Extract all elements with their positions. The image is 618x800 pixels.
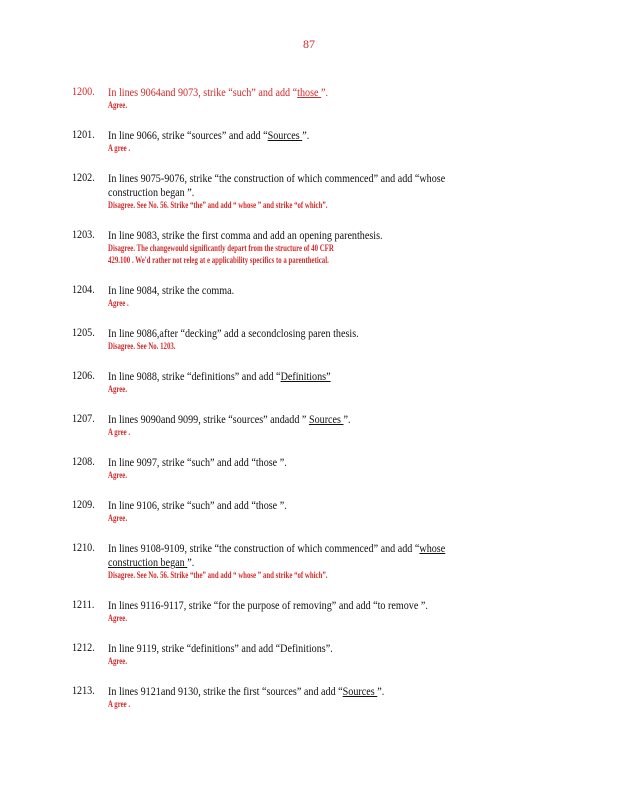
comment-text <box>108 642 490 656</box>
comment-text-part: In line 9066, strike “sources” and add “ <box>108 130 268 142</box>
comment-text <box>108 499 490 513</box>
comment-body <box>108 599 542 625</box>
comment-text <box>108 229 490 243</box>
comment-text-part: In lines 9090and 9099, strike “sources” andadd ” <box>108 414 309 426</box>
inserted-text: those <box>297 87 322 99</box>
response-text: Agree. <box>108 101 128 111</box>
comment-item <box>72 456 542 482</box>
response-text: Disagree. See No. 56. Strike “the” and add “ whose ” and strike “of which”. <box>108 571 328 581</box>
comment-text <box>108 129 490 143</box>
comment-item <box>72 499 542 525</box>
comment-text-part: ”. <box>343 414 351 426</box>
comment-item <box>72 172 542 212</box>
response-text: Disagree. The changewould significantly depart from the structure of 40 CFR <box>108 244 334 254</box>
comment-text-part: In line 9106, strike “such” and add “those ”. <box>108 500 287 512</box>
comment-item <box>72 327 542 353</box>
comment-number: 1206. <box>72 370 95 382</box>
comment-text <box>108 456 490 470</box>
inserted-text: Definitions” <box>280 371 331 383</box>
comment-text-part: ”. <box>302 130 310 142</box>
comment-number: 1204. <box>72 284 95 296</box>
comment-number: 1213. <box>72 685 95 697</box>
response-text: Agree. <box>108 385 128 395</box>
comment-body <box>108 86 542 112</box>
comment-text-part: In line 9086,after “decking” add a secondclosing paren thesis. <box>108 328 359 340</box>
comment-body <box>108 327 542 353</box>
comment-text <box>108 542 490 556</box>
comment-number: 1203. <box>72 229 95 241</box>
comment-item <box>72 542 542 582</box>
comment-number: 1211. <box>72 599 95 611</box>
comment-text-part: In lines 9064and 9073, strike “such” and add “ <box>108 87 298 99</box>
comment-body <box>108 229 542 267</box>
comment-text <box>108 327 490 341</box>
comment-item <box>72 685 542 711</box>
comment-text-part: ”. <box>321 87 329 99</box>
inserted-text: Sources <box>267 130 303 142</box>
comment-item <box>72 413 542 439</box>
comment-body <box>108 284 542 310</box>
comment-body <box>108 642 542 668</box>
comment-text <box>108 370 490 384</box>
response-text: Disagree. See No. 1203. <box>108 342 176 352</box>
response-text: A gree . <box>108 428 131 438</box>
comment-text-part: In line 9119, strike “definitions” and add “Definitions”. <box>108 643 333 655</box>
response-text-continued: 429.100 . We'd rather not releg at e applicability specifics to a parenthetical. <box>108 256 329 266</box>
response-text: A gree . <box>108 700 131 710</box>
response-text: Agree. <box>108 614 128 624</box>
comment-item <box>72 599 542 625</box>
comment-number: 1200. <box>72 86 95 98</box>
comment-number: 1208. <box>72 456 95 468</box>
comment-text-part: In line 9083, strike the first comma and add an opening parenthesis. <box>108 230 383 242</box>
comment-body <box>108 542 542 582</box>
comment-number: 1205. <box>72 327 95 339</box>
comment-body <box>108 172 542 212</box>
comment-text <box>108 172 490 186</box>
comment-body <box>108 129 542 155</box>
comment-text-part: construction began ”. <box>108 187 195 199</box>
comment-body <box>108 456 542 482</box>
comment-number: 1209. <box>72 499 95 511</box>
response-text: A gree . <box>108 144 131 154</box>
inserted-text: Sources <box>342 686 378 698</box>
comment-text <box>108 413 490 427</box>
comment-number: 1201. <box>72 129 95 141</box>
comment-text <box>108 599 490 613</box>
comment-item <box>72 229 542 267</box>
comment-text-part: In lines 9108-9109, strike “the construction of which commenced” and add “ <box>108 543 420 555</box>
comment-text-part: In line 9097, strike “such” and add “those ”. <box>108 457 287 469</box>
comment-item <box>72 642 542 668</box>
comment-text <box>108 284 490 298</box>
comment-text-part: ”. <box>377 686 385 698</box>
comment-list <box>72 86 542 728</box>
comment-number: 1207. <box>72 413 95 425</box>
comment-number: 1210. <box>72 542 95 554</box>
response-text: Disagree. See No. 56. Strike “the” and add “ whose ” and strike “of which”. <box>108 201 328 211</box>
comment-item <box>72 129 542 155</box>
comment-body <box>108 499 542 525</box>
comment-text-part: In lines 9116-9117, strike “for the purpose of removing” and add “to remove ”. <box>108 600 428 612</box>
comment-number: 1202. <box>72 172 95 184</box>
response-text: Agree. <box>108 471 128 481</box>
comment-text-part: construction began <box>108 557 188 569</box>
comment-body <box>108 685 542 711</box>
comment-item <box>72 284 542 310</box>
inserted-text: Sources <box>308 414 344 426</box>
comment-text-part: ”. <box>187 557 195 569</box>
inserted-text: whose <box>419 543 446 555</box>
comment-body <box>108 370 542 396</box>
comment-text-part: In line 9084, strike the comma. <box>108 285 235 297</box>
response-text: Agree. <box>108 657 128 667</box>
comment-text-part: In lines 9121and 9130, strike the first “sources” and add “ <box>108 686 343 698</box>
comment-text <box>108 86 490 100</box>
comment-text <box>108 685 490 699</box>
comment-text-part: In line 9088, strike “definitions” and add “ <box>108 371 281 383</box>
comment-text-continued <box>108 186 490 200</box>
comment-body <box>108 413 542 439</box>
response-text: Agree . <box>108 299 129 309</box>
comment-item <box>72 370 542 396</box>
comment-text-continued <box>108 556 490 570</box>
comment-item <box>72 86 542 112</box>
comment-number: 1212. <box>72 642 95 654</box>
response-text: Agree. <box>108 514 128 524</box>
page-number: 87 <box>303 37 315 51</box>
comment-text-part: In lines 9075-9076, strike “the construction of which commenced” and add “whose <box>108 173 446 185</box>
